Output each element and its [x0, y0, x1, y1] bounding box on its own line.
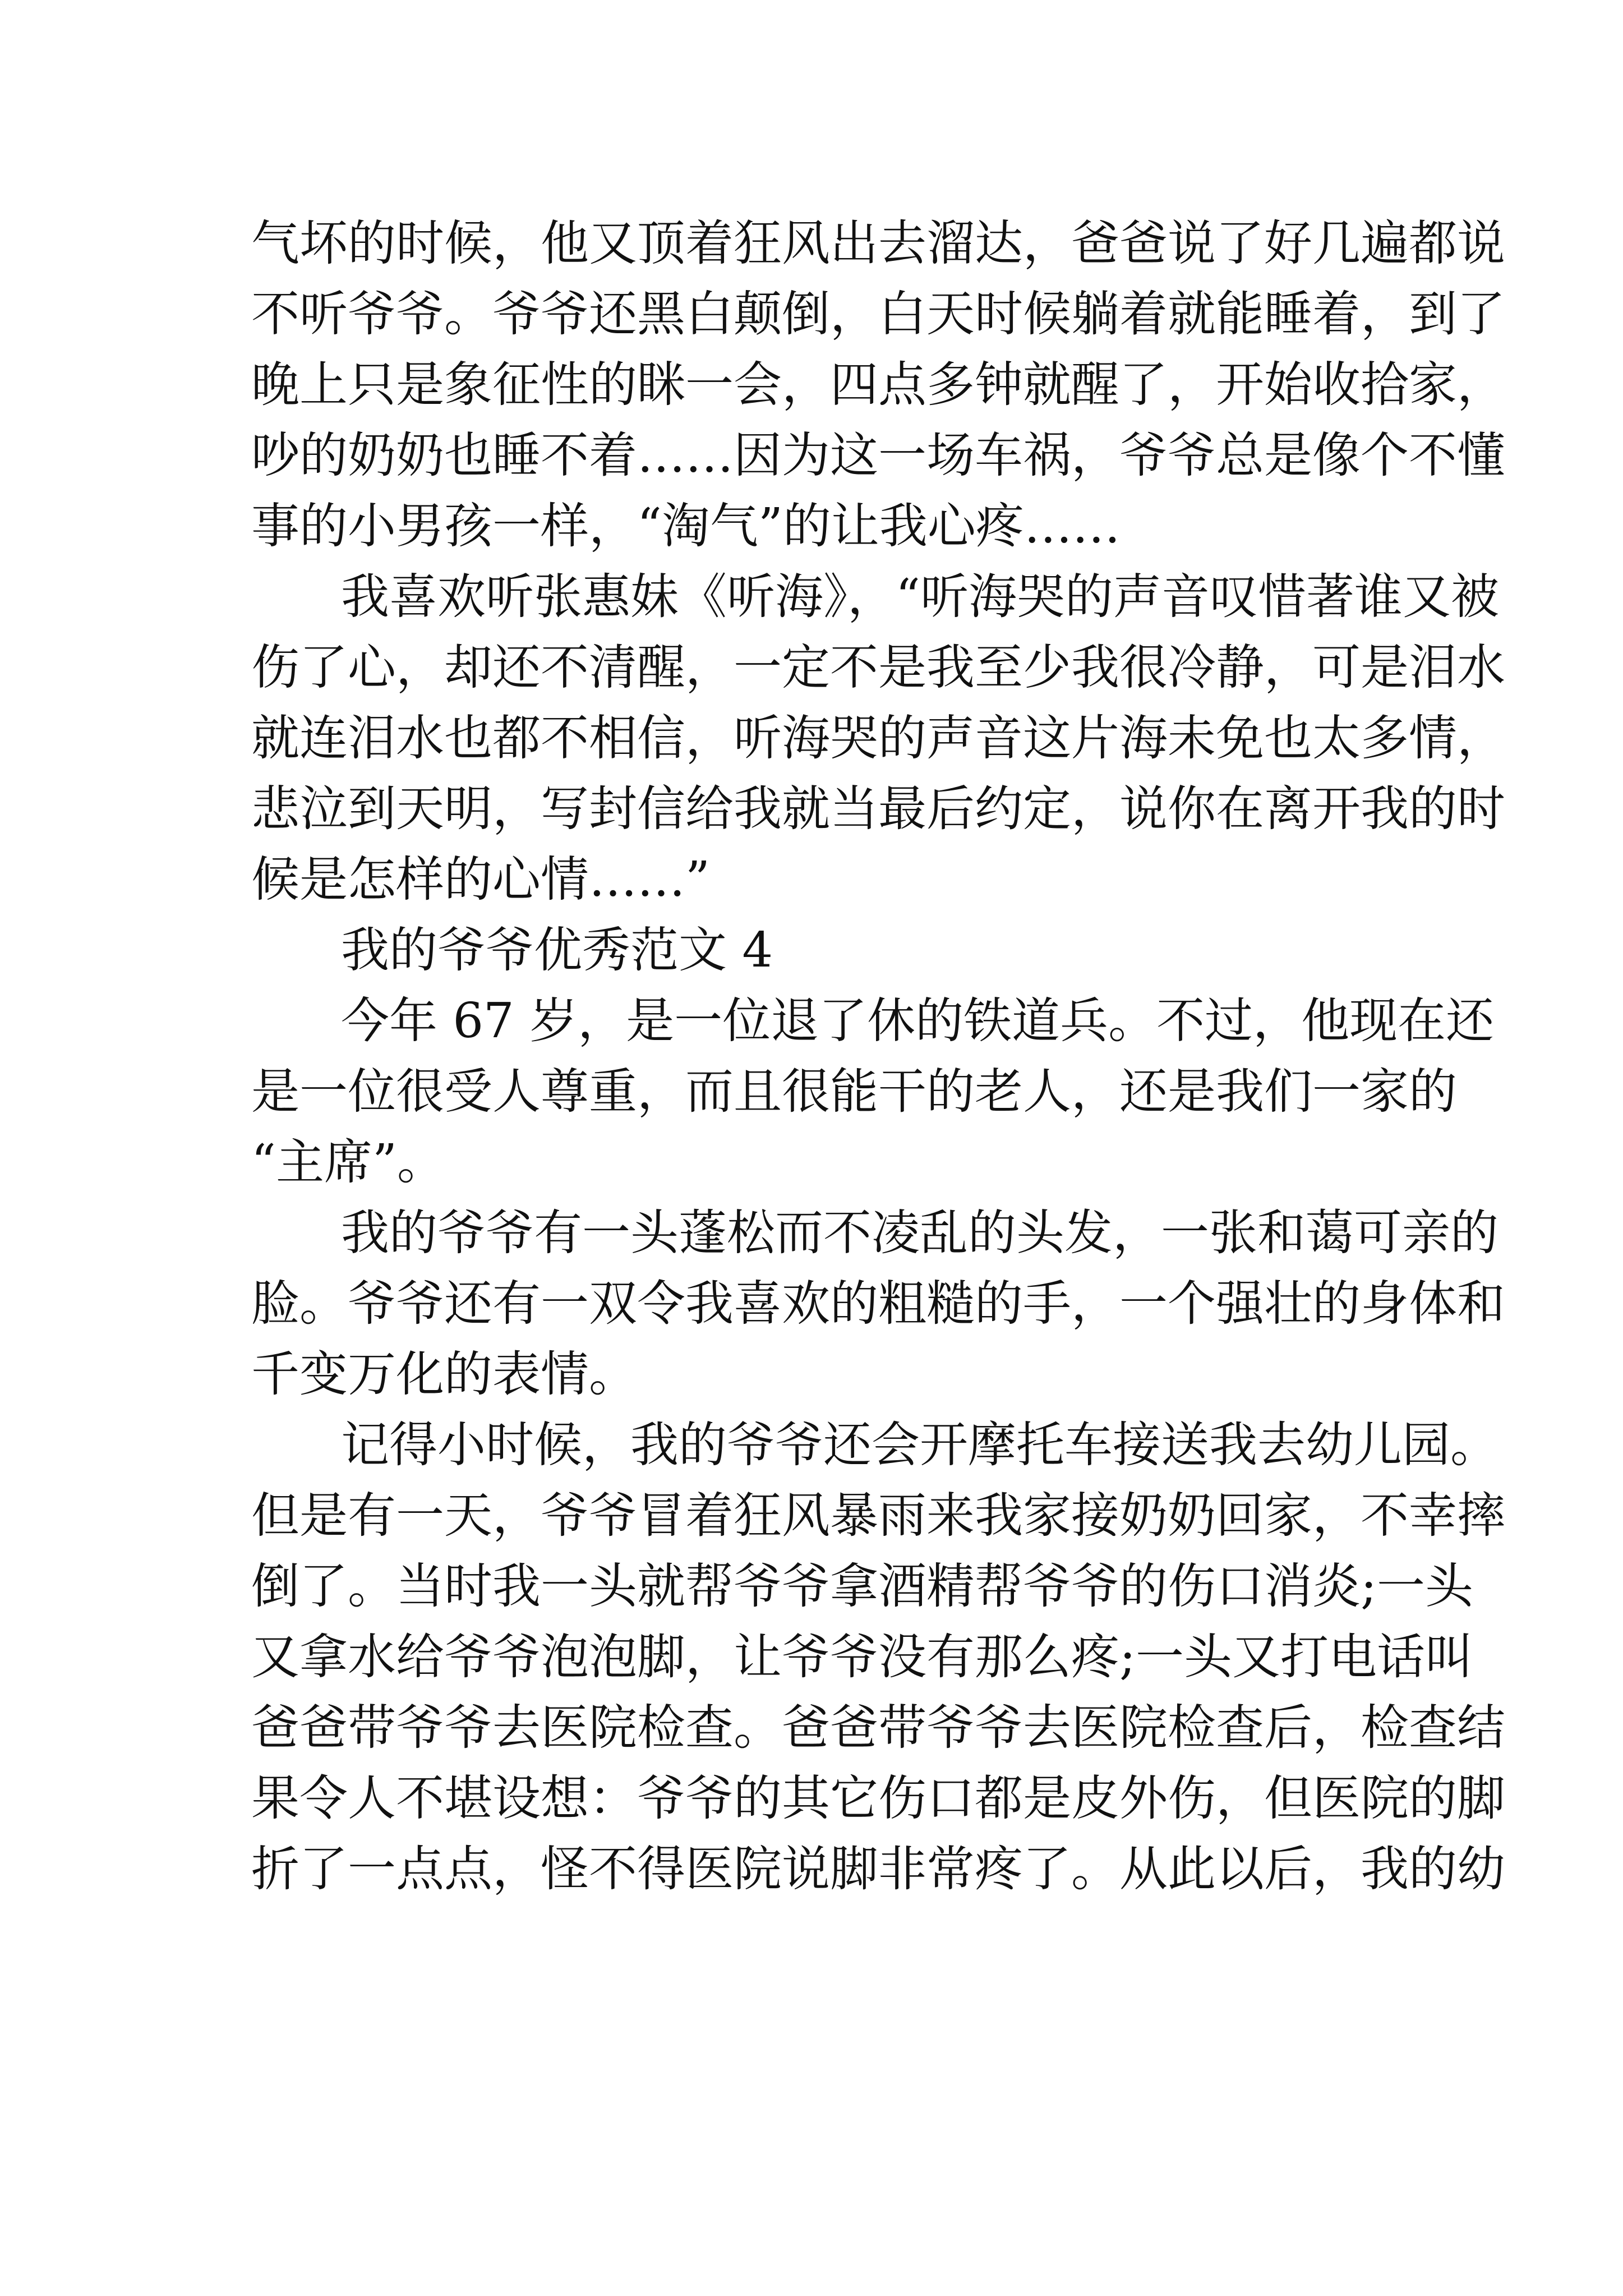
- text-line: 事的小男孩一样，“淘气”的让我心疼……: [251, 498, 1121, 554]
- paragraph-first-line: 我喜欢听张惠妹《听海》，“听海哭的声音叹惜著谁又被: [341, 569, 1499, 625]
- paragraph-first-line: 我的爷爷有一头蓬松而不凌乱的头发，一张和蔼可亲的: [341, 1205, 1498, 1261]
- text-line: 又拿水给爷爷泡泡脚，让爷爷没有那么疼;一头又打电话叫: [251, 1629, 1473, 1685]
- text-line: 爸爸带爷爷去医院检查。爸爸带爷爷去医院检查后，检查结: [251, 1700, 1505, 1756]
- paragraph-first-line: 今年 67 岁，是一位退了休的铁道兵。不过，他现在还: [341, 993, 1495, 1049]
- text-line: 悲泣到天明，写封信给我就当最后约定，说你在离开我的时: [251, 781, 1505, 837]
- text-line: 折了一点点，怪不得医院说脚非常疼了。从此以后，我的幼: [251, 1841, 1505, 1897]
- text-line: 伤了心，却还不清醒，一定不是我至少我很冷静，可是泪水: [251, 639, 1505, 696]
- text-line: 候是怎样的心情……”: [251, 852, 710, 908]
- text-line: 果令人不堪设想：爷爷的其它伤口都是皮外伤，但医院的脚: [251, 1770, 1505, 1826]
- text-line: 是一位很受人尊重，而且很能干的老人，还是我们一家的: [251, 1064, 1457, 1120]
- text-line: 脸。爷爷还有一双令我喜欢的粗糙的手，一个强壮的身体和: [251, 1276, 1505, 1332]
- text-line: 但是有一天，爷爷冒着狂风暴雨来我家接奶奶回家，不幸摔: [251, 1488, 1505, 1544]
- text-line: 气坏的时候，他又顶着狂风出去溜达，爸爸说了好几遍都说: [251, 215, 1505, 272]
- text-line: “主席”。: [251, 1134, 445, 1190]
- section-heading: 我的爷爷优秀范文 4: [341, 922, 773, 978]
- text-line: 吵的奶奶也睡不着……因为这一场车祸，爷爷总是像个不懂: [251, 427, 1505, 484]
- text-line: 就连泪水也都不相信，听海哭的声音这片海未免也太多情，: [251, 710, 1505, 766]
- paragraph-first-line: 记得小时候，我的爷爷还会开摩托车接送我去幼儿园。: [341, 1417, 1498, 1473]
- text-line: 不听爷爷。爷爷还黑白颠倒，白天时候躺着就能睡着，到了: [251, 286, 1505, 342]
- text-line: 晚上只是象征性的眯一会，四点多钟就醒了，开始收拾家，: [251, 357, 1505, 413]
- text-line: 千变万化的表情。: [251, 1346, 637, 1402]
- text-line: 倒了。当时我一头就帮爷爷拿酒精帮爷爷的伤口消炎;一头: [251, 1558, 1473, 1614]
